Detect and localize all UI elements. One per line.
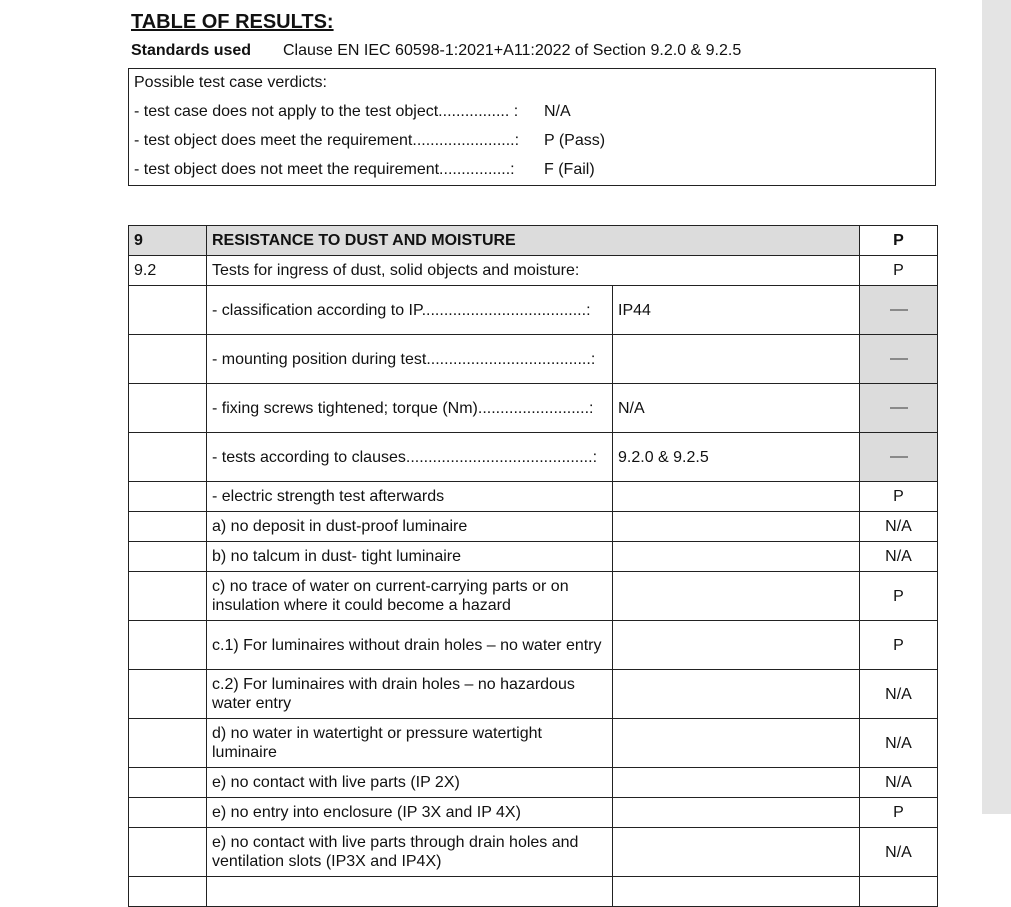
requirement-cell: c) no trace of water on current-carrying parts or on insulation where it could become a hazard: [207, 572, 613, 621]
table-row: [129, 335, 938, 384]
table-row: [129, 542, 938, 572]
result-cell: 9.2.0 & 9.2.5: [613, 433, 860, 482]
empty-cell: [613, 877, 860, 907]
results-table: [128, 225, 938, 907]
section-row: [129, 226, 938, 256]
table-row: [129, 828, 938, 877]
verdict-cell: N/A: [860, 542, 938, 572]
result-cell: [613, 512, 860, 542]
empty-cell: [207, 877, 613, 907]
standards-label: Standards used: [131, 42, 252, 59]
verdict-legend-item: - test object does not meet the requirement................:: [134, 161, 515, 178]
requirement-cell: - fixing screws tightened; torque (Nm).........................:: [207, 384, 613, 433]
result-cell: [613, 719, 860, 768]
table-row: [129, 384, 938, 433]
requirement-cell: c.2) For luminaires with drain holes – no hazardous water entry: [207, 670, 613, 719]
verdict-cell-not-applicable: [860, 335, 938, 384]
clause-cell: 9: [129, 226, 207, 256]
result-cell: [613, 482, 860, 512]
requirement-cell: e) no entry into enclosure (IP 3X and IP 4X): [207, 798, 613, 828]
result-cell: [613, 828, 860, 877]
table-row: [129, 286, 938, 335]
verdict-cell: N/A: [860, 670, 938, 719]
dash-icon: [890, 456, 908, 458]
result-cell: [613, 621, 860, 670]
clause-cell: [129, 512, 207, 542]
clause-cell: [129, 719, 207, 768]
subsection-row: [129, 256, 938, 286]
verdict-legend-heading: Possible test case verdicts:: [134, 74, 327, 91]
result-cell: [613, 670, 860, 719]
verdict-cell: P: [860, 256, 938, 286]
verdict-cell-not-applicable: [860, 384, 938, 433]
table-row: [129, 572, 938, 621]
verdict-cell: P: [860, 226, 938, 256]
verdict-cell: N/A: [860, 828, 938, 877]
clause-cell: [129, 433, 207, 482]
standards-value: Clause EN IEC 60598-1:2021+A11:2022 of Section 9.2.0 & 9.2.5: [283, 42, 742, 59]
table-row: [129, 719, 938, 768]
requirement-cell: - mounting position during test.....................................:: [207, 335, 613, 384]
requirement-cell: e) no contact with live parts (IP 2X): [207, 768, 613, 798]
requirement-cell: - classification according to IP.....................................:: [207, 286, 613, 335]
result-cell: [613, 572, 860, 621]
verdict-cell: P: [860, 621, 938, 670]
clause-cell: [129, 828, 207, 877]
verdict-legend-item: - test object does meet the requirement.......................:: [134, 132, 520, 149]
table-row-partial: [129, 877, 938, 907]
table-row: [129, 482, 938, 512]
requirement-cell: a) no deposit in dust-proof luminaire: [207, 512, 613, 542]
standards-line: [131, 42, 741, 60]
scrollbar-track[interactable]: [982, 0, 1011, 814]
empty-cell: [129, 877, 207, 907]
verdict-legend-value: F (Fail): [544, 161, 595, 178]
result-cell: [613, 542, 860, 572]
clause-cell: [129, 768, 207, 798]
result-cell: IP44: [613, 286, 860, 335]
verdict-cell: N/A: [860, 768, 938, 798]
dash-icon: [890, 309, 908, 311]
table-row: [129, 433, 938, 482]
verdict-legend-box: [128, 68, 936, 186]
clause-cell: [129, 482, 207, 512]
verdict-legend-value: N/A: [544, 103, 571, 120]
section-title: RESISTANCE TO DUST AND MOISTURE: [207, 226, 860, 256]
result-cell: [613, 798, 860, 828]
clause-cell: [129, 572, 207, 621]
page-title: TABLE OF RESULTS:: [131, 11, 334, 33]
requirement-cell: - electric strength test afterwards: [207, 482, 613, 512]
verdict-cell: P: [860, 482, 938, 512]
table-row: [129, 621, 938, 670]
verdict-cell-not-applicable: [860, 286, 938, 335]
result-cell: N/A: [613, 384, 860, 433]
requirement-cell: - tests according to clauses..........................................:: [207, 433, 613, 482]
verdict-cell-not-applicable: [860, 433, 938, 482]
clause-cell: [129, 384, 207, 433]
requirement-cell: e) no contact with live parts through drain holes and ventilation slots (IP3X and IP4X): [207, 828, 613, 877]
verdict-cell: N/A: [860, 719, 938, 768]
requirement-cell: c.1) For luminaires without drain holes – no water entry: [207, 621, 613, 670]
clause-cell: 9.2: [129, 256, 207, 286]
requirement-cell: b) no talcum in dust- tight luminaire: [207, 542, 613, 572]
result-cell: [613, 768, 860, 798]
subsection-title: Tests for ingress of dust, solid objects and moisture:: [207, 256, 860, 286]
clause-cell: [129, 335, 207, 384]
clause-cell: [129, 798, 207, 828]
clause-cell: [129, 542, 207, 572]
verdict-legend-item: - test case does not apply to the test object................ :: [134, 103, 519, 120]
dash-icon: [890, 407, 908, 409]
clause-cell: [129, 286, 207, 335]
requirement-cell: d) no water in watertight or pressure watertight luminaire: [207, 719, 613, 768]
empty-cell: [860, 877, 938, 907]
table-row: [129, 512, 938, 542]
result-cell: [613, 335, 860, 384]
table-row: [129, 798, 938, 828]
verdict-legend-value: P (Pass): [544, 132, 606, 149]
table-row: [129, 670, 938, 719]
clause-cell: [129, 621, 207, 670]
verdict-cell: P: [860, 572, 938, 621]
dash-icon: [890, 358, 908, 360]
table-row: [129, 768, 938, 798]
verdict-cell: P: [860, 798, 938, 828]
verdict-cell: N/A: [860, 512, 938, 542]
clause-cell: [129, 670, 207, 719]
